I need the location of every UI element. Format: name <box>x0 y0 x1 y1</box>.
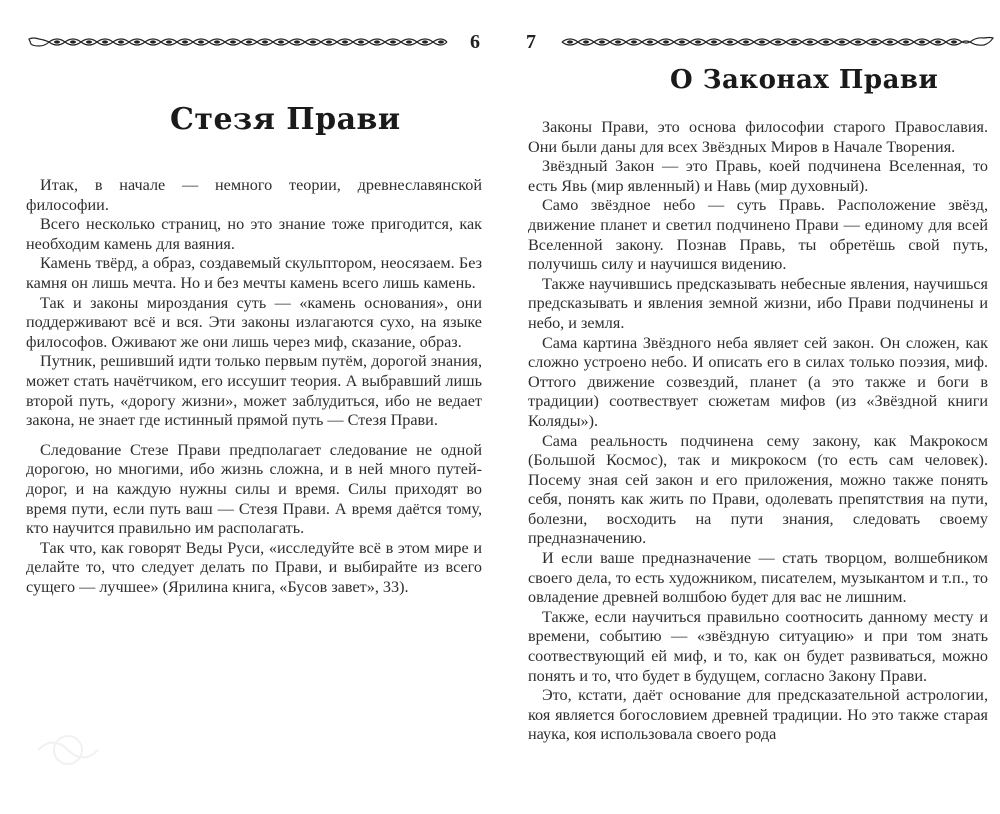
paragraph: Законы Прави, это основа философии старого Православия. Они были даны для всех Звёздных Миров в Начале Творения. <box>528 118 988 156</box>
paragraph: Всего несколько страниц, но это знание тоже пригодится, как необходим камень для ваяния. <box>26 215 482 253</box>
paragraph: Так что, как говорят Веды Руси, «исследуйте всё в этом мире и делайте то, что следует делать по Прави, и выбирайте из всего сущего — лучшее» (Ярилина книга, «Бусов завет», 33). <box>26 538 482 596</box>
body-text-right <box>528 118 988 745</box>
paragraph: Сама реальность подчинена сему закону, как Макрокосм (Большой Космос), так и микрокосм (то есть сам человек). Посему зная сей закон и его приложения, можно также понять себя, понять как жить по Прави, одолевать препятствия на пути, болезни, восходить на пути знания, следовать своему предназначению. <box>528 431 988 548</box>
braided-rope-ornament-icon <box>560 35 995 49</box>
chapter-title-left: Стезя Прави <box>170 102 401 137</box>
body-text-left <box>26 176 482 597</box>
paragraph: Звёздный Закон — это Правь, коей подчинена Вселенная, то есть Явь (мир явленный) и Навь (мир духовный). <box>528 157 988 195</box>
paragraph: Так и законы мироздания суть — «камень основания», они поддерживают всё и вся. Эти законы излагаются сухо, на языке философов. Оживают же они лишь через миф, сказание, образ. <box>26 293 482 351</box>
paragraph: И если ваше предназначение — стать творцом, волшебником своего дела, то есть художником, писателем, музыкантом и т.п., то овладение древней волшбою будет для вас не лишним. <box>528 549 988 607</box>
paragraph: Камень твёрд, а образ, создавемый скульптором, неосязаем. Без камня он лишь мечта. Но и без мечты камень всего лишь камень. <box>26 254 482 292</box>
paragraph: Это, кстати, даёт основание для предсказательной астрологии, коя является богословием древней традиции. Но это также старая наука, коя использовала своего рода <box>528 686 988 744</box>
page-number-right: 7 <box>526 31 536 53</box>
braided-rope-ornament-icon <box>27 35 452 49</box>
paragraph: Итак, в начале — немного теории, древнеславянской философии. <box>26 176 482 214</box>
chapter-title-right: О Законах Прави <box>670 65 939 95</box>
paragraph: Следование Стезе Прави предполагает следование не одной дорогою, но многими, ибо жизнь сложна, и в ней много путей-дорог, и на каждую нужны силы и время. Силы приходят во время пути, если путь ваш — Стезя Прави. А время даётся тому, кто научится правильно им располагать. <box>26 440 482 538</box>
paragraph: Само звёздное небо — суть Правь. Расположение звёзд, движение планет и светил подчинено Прави — единому для всей Вселенной закону. Познав Правь, ты обретёшь свой путь, получишь силу и научишся видению. <box>528 196 988 274</box>
paragraph: Также научившись предсказывать небесные явления, научишься предсказывать и явления земной жизни, ибо Прави подчинены и небо, и земля. <box>528 274 988 332</box>
paragraph: Путник, решивший идти только первым путём, дорогой знания, может стать начётчиком, его иссушит теория. А выбравший лишь второй путь, «дорогу жизни», может заблудиться, ибо не ведает закона, не знает где истинный прямой путь — Стезя Прави. <box>26 352 482 430</box>
running-head-right <box>518 30 986 54</box>
page-number-left: 6 <box>470 31 480 53</box>
paragraph: Также, если научиться правильно соотносить данному месту и времени, событию — «звёздную ситуацию» и при том знать соотвествующий ей миф, и то, как он будет развиваться, можно понять и то, что будет в будущем, согласно Закону Прави. <box>528 607 988 685</box>
paragraph: Сама картина Звёздного неба являет сей закон. Он сложен, как сложно устроено небо. И описать его в силах только поэзия, миф. Оттого движение созвездий, планет (а это также и боги в традиции) соотвествует сюжетам мифов (из «Звёздной книги Коляды»). <box>528 333 988 430</box>
faded-stamp-icon <box>28 725 108 775</box>
right-page <box>500 0 1000 814</box>
running-head-left <box>27 30 487 54</box>
